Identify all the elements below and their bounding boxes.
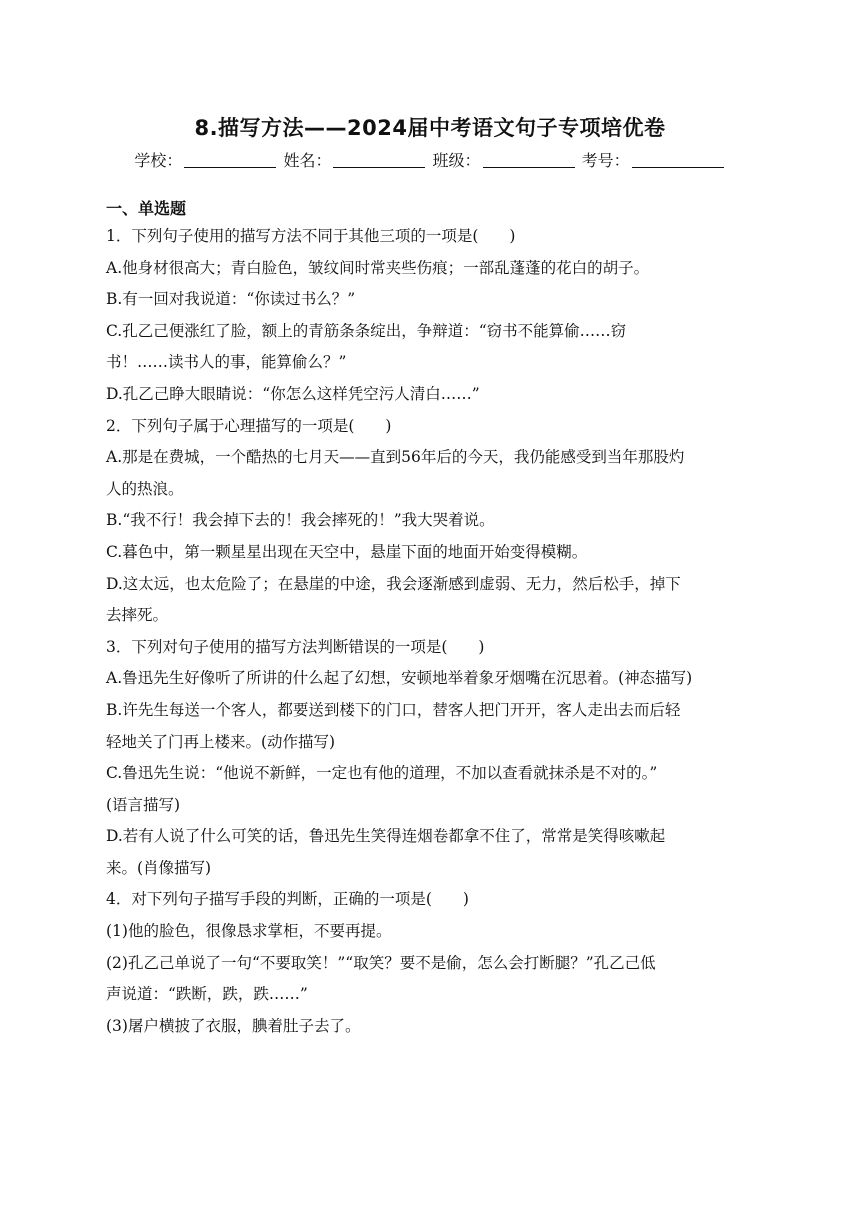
name-label: 姓名： bbox=[283, 151, 332, 170]
text-line: D.这太远，也太危险了；在悬崖的中途，我会逐渐感到虚弱、无力，然后松手，掉下 bbox=[106, 574, 681, 593]
text-line: (1)他的脸色，很像恳求掌柜，不要再提。 bbox=[106, 922, 392, 941]
text-line: C.鲁迅先生说：“他说不新鲜，一定也有他的道理，不加以查看就抹杀是不对的。” bbox=[106, 764, 658, 783]
text-line: 来。(肖像描写) bbox=[106, 858, 212, 877]
text-line: A.鲁迅先生好像听了所讲的什么起了幻想，安顿地举着象牙烟嘴在沉思着。(神态描写) bbox=[106, 669, 693, 688]
text-line: 去摔死。 bbox=[106, 606, 169, 625]
text-line: C.孔乙己便涨红了脸，额上的青筋条条绽出，争辩道：“窃书不能算偷……窃 bbox=[106, 321, 627, 340]
text-line: C.暮色中，第一颗星星出现在天空中，悬崖下面的地面开始变得模糊。 bbox=[106, 542, 588, 561]
school-blank[interactable] bbox=[184, 153, 276, 168]
exam-number-label: 考号： bbox=[581, 151, 630, 170]
text-line: D.孔乙己睁大眼睛说：“你怎么这样凭空污人清白……” bbox=[106, 384, 480, 403]
text-line: 3．下列对句子使用的描写方法判断错误的一项是( ) bbox=[106, 637, 485, 656]
text-line: (语言描写) bbox=[106, 795, 181, 814]
text-line: A.他身材很高大；青白脸色，皱纹间时常夹些伤痕；一部乱蓬蓬的花白的胡子。 bbox=[106, 258, 650, 277]
class-blank[interactable] bbox=[483, 153, 575, 168]
question-content bbox=[106, 221, 766, 1042]
text-line: 4．对下列句子描写手段的判断，正确的一项是( ) bbox=[106, 890, 469, 909]
text-line: B.许先生每送一个客人，都要送到楼下的门口，替客人把门开开，客人走出去而后轻 bbox=[106, 700, 681, 719]
section-heading: 一、单选题 bbox=[106, 199, 187, 218]
text-line: B.“我不行！我会掉下去的！我会摔死的！”我大哭着说。 bbox=[106, 511, 495, 530]
text-line: (3)屠户横披了衣服，腆着肚子去了。 bbox=[106, 1016, 361, 1035]
name-blank[interactable] bbox=[333, 153, 425, 168]
class-label: 班级： bbox=[432, 151, 481, 170]
text-line: 书！……读书人的事，能算偷么？” bbox=[106, 353, 347, 372]
text-line: 人的热浪。 bbox=[106, 479, 184, 498]
school-label: 学校： bbox=[134, 151, 183, 170]
exam-number-blank[interactable] bbox=[632, 153, 724, 168]
text-line: 2．下列句子属于心理描写的一项是( ) bbox=[106, 416, 392, 435]
student-info-row bbox=[0, 148, 860, 171]
text-line: 1．下列句子使用的描写方法不同于其他三项的一项是( ) bbox=[106, 227, 516, 245]
text-line: B.有一回对我说道：“你读过书么？” bbox=[106, 290, 356, 309]
text-line: A.那是在费城，一个酷热的七月天——直到56年后的今天，我仍能感受到当年那股灼 bbox=[106, 448, 685, 467]
text-line: 声说道：“跌断，跌，跌……” bbox=[106, 985, 308, 1004]
text-line: 轻地关了门再上楼来。(动作描写) bbox=[106, 732, 336, 751]
text-line: (2)孔乙己单说了一句“不要取笑！”“取笑？要不是偷，怎么会打断腿？”孔乙己低 bbox=[106, 953, 656, 972]
page-title: 8.描写方法——2024届中考语文句子专项培优卷 bbox=[194, 116, 666, 140]
text-line: D.若有人说了什么可笑的话，鲁迅先生笑得连烟卷都拿不住了，常常是笑得咳嗽起 bbox=[106, 827, 666, 846]
